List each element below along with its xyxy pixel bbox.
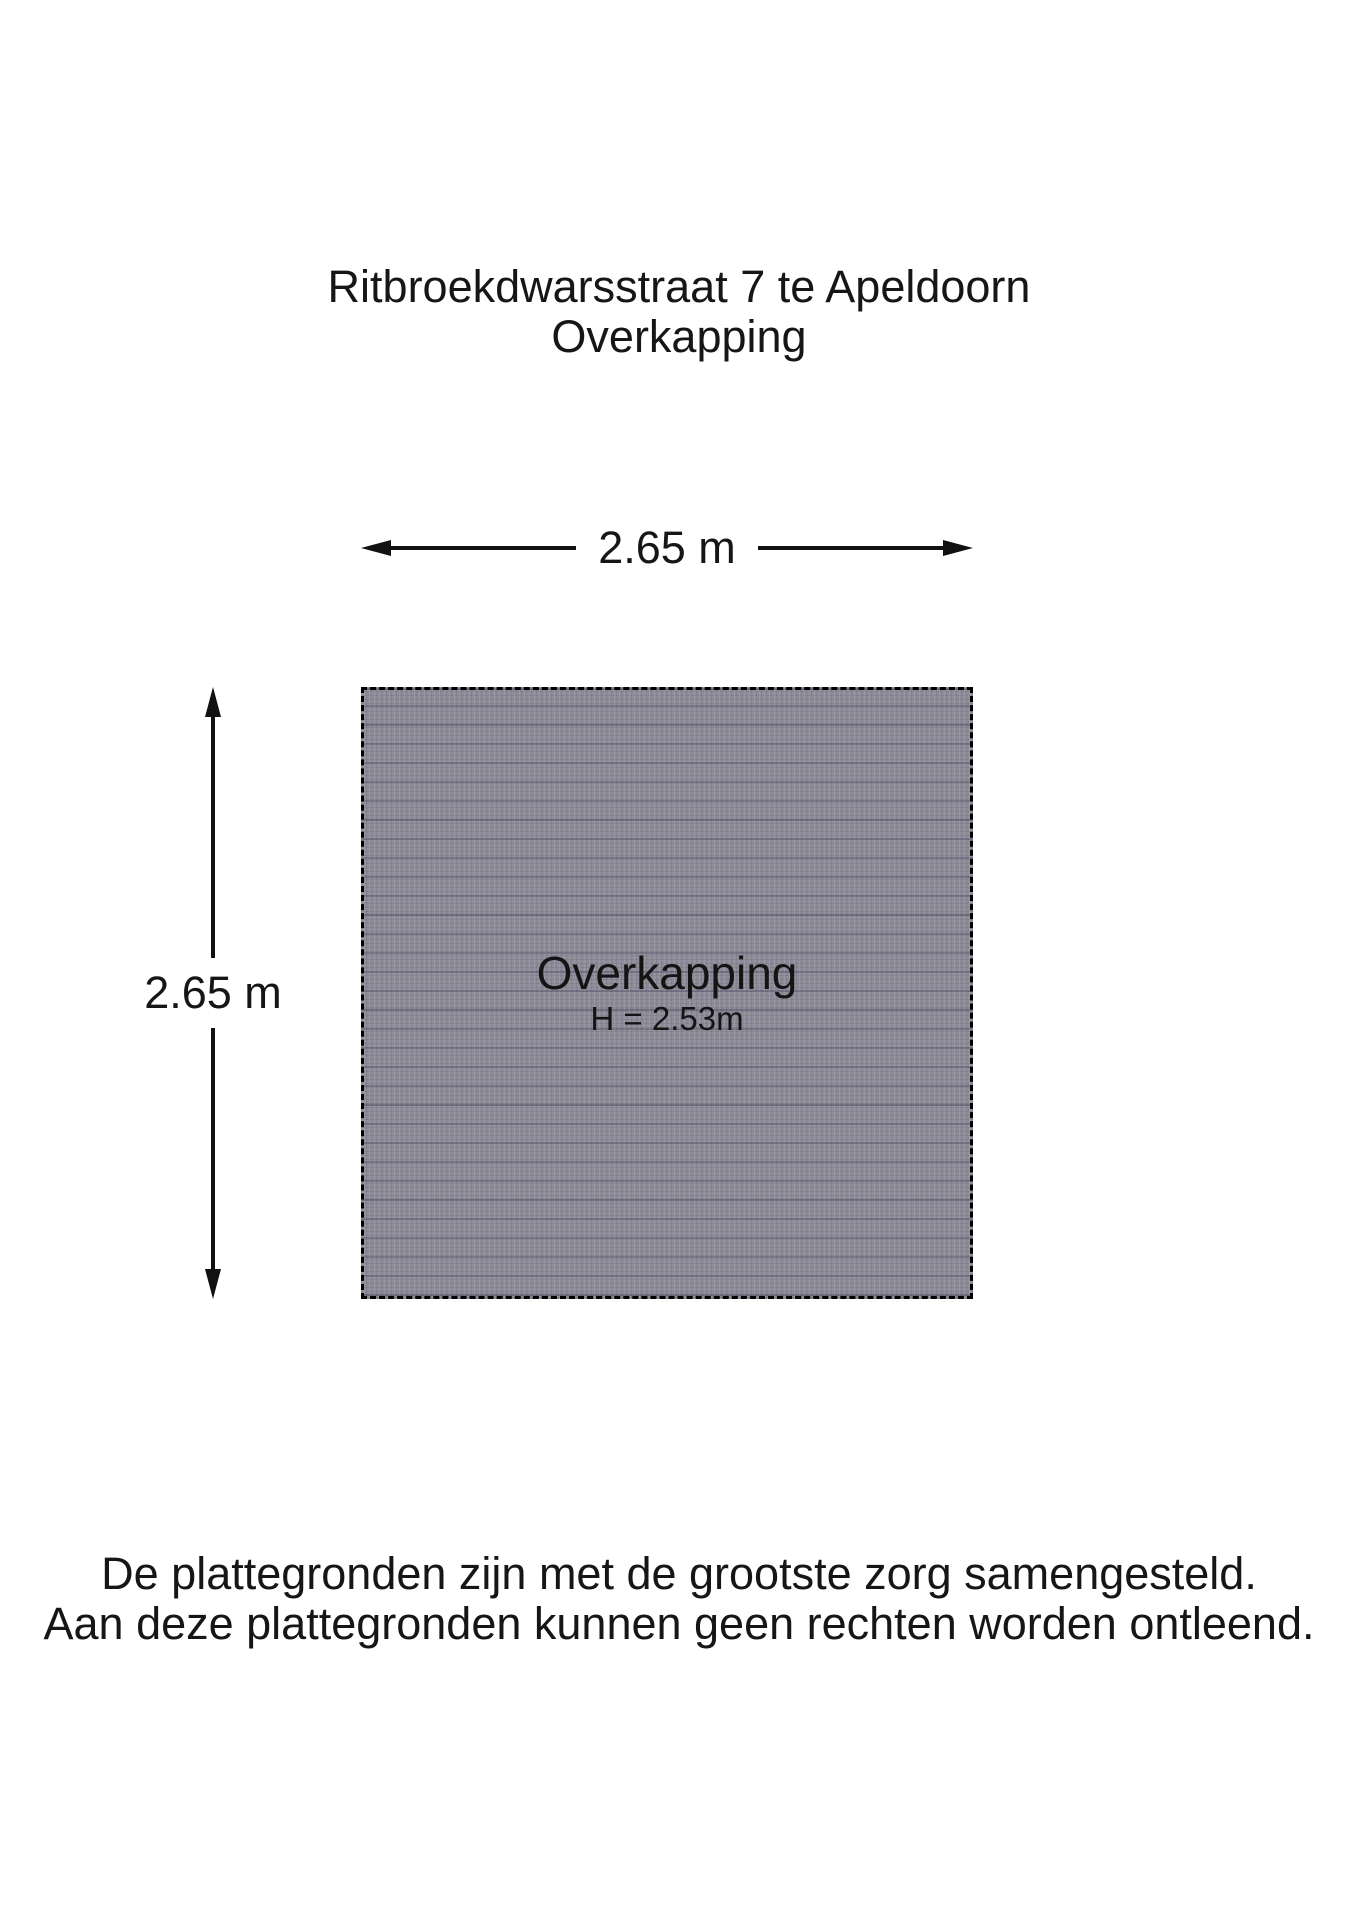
dimension-line <box>211 717 215 958</box>
width-dimension-label: 2.65 m <box>598 522 736 573</box>
height-dimension-label: 2.65 m <box>144 967 282 1018</box>
page-title <box>0 262 1358 362</box>
area-label: Overkapping <box>536 947 798 999</box>
dimension-line <box>758 546 943 550</box>
disclaimer-line-1: De plattegronden zijn met de grootste zorg samengesteld. <box>101 1548 1257 1599</box>
disclaimer <box>0 1549 1358 1649</box>
dimension-line <box>391 546 576 550</box>
area-height-label: H = 2.53m <box>590 1000 744 1037</box>
disclaimer-line-2: Aan deze plattegronden kunnen geen rechten worden ontleend. <box>43 1598 1315 1649</box>
arrow-up-icon <box>205 687 221 717</box>
overkapping-area <box>361 687 973 1299</box>
width-dimension <box>361 523 973 573</box>
height-dimension <box>143 687 283 1299</box>
arrow-down-icon <box>205 1269 221 1299</box>
arrow-left-icon <box>361 540 391 556</box>
arrow-right-icon <box>943 540 973 556</box>
dimension-line <box>211 1028 215 1269</box>
page-title-line-1: Ritbroekdwarsstraat 7 te Apeldoorn <box>327 261 1031 312</box>
page-title-line-2: Overkapping <box>551 311 807 362</box>
